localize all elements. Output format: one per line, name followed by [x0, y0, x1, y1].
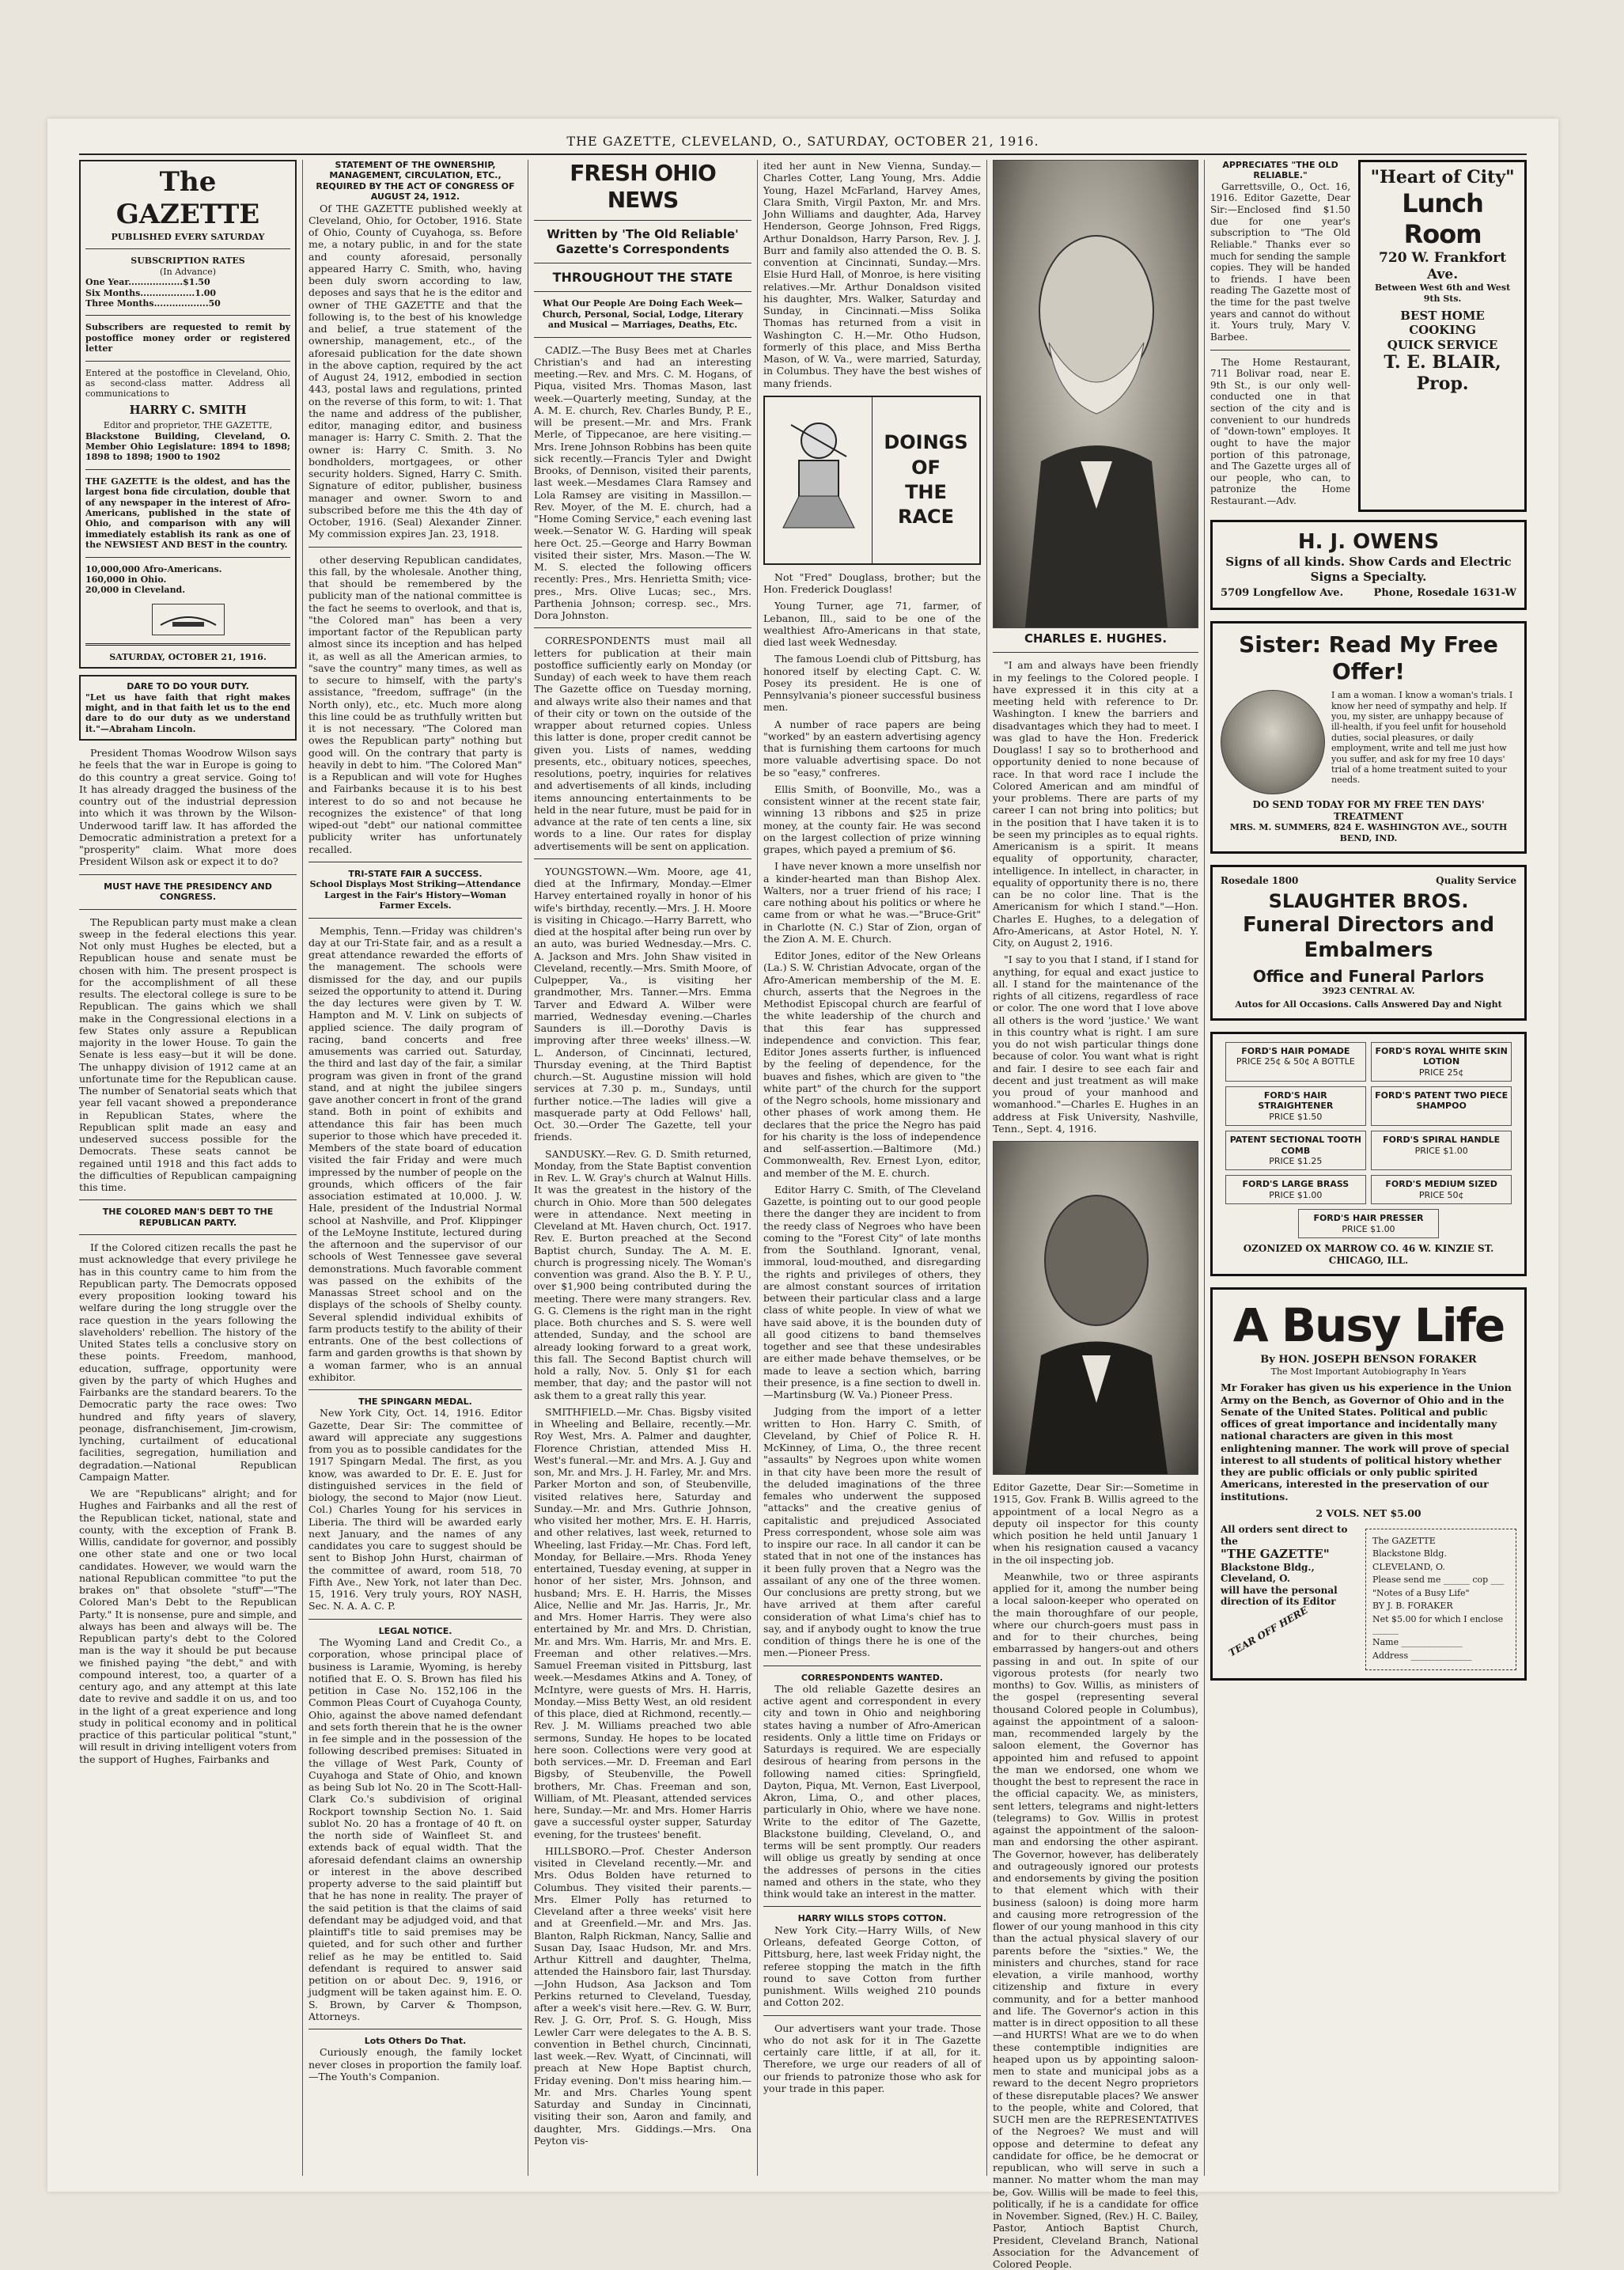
newspaper-page [47, 119, 1558, 2270]
owens-ad [1210, 520, 1527, 610]
doings-word-1: DOINGS [884, 431, 968, 454]
others-head: Lots Others Do That. [364, 2036, 467, 2047]
fords-product-price: PRICE 25¢ & 50¢ A BOTTLE [1236, 1056, 1355, 1067]
subscription-head: SUBSCRIPTION RATES [131, 256, 245, 267]
sister-address: MRS. M. SUMMERS, 824 E. WASHINGTON AVE., SOUTH BEND, IND. [1229, 822, 1508, 843]
nameplate: The GAZETTE [115, 166, 260, 231]
left-notices [1210, 160, 1350, 512]
walters-paragraph: I have never known a more unselfish nor a kinder-hearted man than Bishop Alex. Walters, nor a truer friend of his race; I care nothing about his politics or where he came from or what he was.—"Bruce-Grit" in Charlotte (N. C.) Star of Zion, organ of the Zion A. M. E. Church. [763, 860, 981, 945]
bailey-portrait [993, 1141, 1198, 1475]
busy-title: A Busy Life [1232, 1298, 1505, 1353]
stat-1: 10,000,000 Afro-Americans. [85, 563, 222, 574]
column-6 [1210, 160, 1527, 2176]
dare-quote: "Let us have faith that right makes might, and in that faith let us to the end dare to do our duty as we understand it."—Abraham Lincoln. [85, 692, 290, 734]
slaughter-name: SLAUGHTER BROS. [1268, 889, 1469, 912]
masthead: THE GAZETTE, CLEVELAND, O., SATURDAY, OCTOBER 21, 1916. [79, 130, 1527, 155]
doings-word-2: OF [911, 456, 941, 479]
woman-portrait [1221, 690, 1325, 794]
entered-notice: Entered at the postoffice in Cleveland, Ohio, as second-class matter. Address all communications to [85, 367, 290, 400]
fords-product [1225, 1131, 1366, 1170]
busy-subtitle: The Most Important Autobiography In Years [1270, 1366, 1467, 1377]
fords-product-name: FORD'S ROYAL WHITE SKIN LOTION [1375, 1045, 1508, 1067]
fords-product-name: FORD'S HAIR PRESSER [1313, 1213, 1424, 1224]
race-papers-paragraph: A number of race papers are being "worked" by an eastern advertising agency that is furnishing them cartoons for much more valuable advertising space. Do not be so "easy," confreres. [763, 718, 981, 779]
deserving-paragraph: other deserving Republican candidates, this fall, by the wholesale. Another thing, that should be remembered by the publicity man of the national committee is the fact he seems to overlook, and that is, "the Colored man" has been a very important factor of the Republican party almost since its inception and has helped it, as well as all the American armies, to "save the country" many times, as well as to secure to himself, with the party's assistance, "freedom, suffrage" (in the North only), etc., etc. Much more along this line could be as truthfully written but it is not necessary. "The Colored man owes the Republican party" nothing but good will. On the contrary that party is heavily in debt to him. "The Colored Man" is a Republican and will vote for Hughes and Fairbanks because it is to his best interest to do so and not because he recognizes the existence" of that long wiped-out "debt" our national committee publicity writer has unfortunately recalled. [309, 553, 522, 855]
advance: (In Advance) [159, 266, 217, 277]
others-body: Curiously enough, the family locket never closes in proportion the family loaf.—The Youth's Companion. [309, 2046, 522, 2082]
about-gazette: THE GAZETTE is the oldest, and has the largest bona fide circulation, double that of any newspaper in the interest of Afro-Americans, published in the state of Ohio, and comparison with any will immediately establish its rank as one of the NEWSIEST AND BEST in the country. [85, 476, 290, 551]
correspondents-wanted-head: CORRESPONDENTS WANTED. [801, 1672, 944, 1683]
ellis-smith-paragraph: Ellis Smith, of Boonville, Mo., was a consistent winner at the recent state fair, winning 13 ribbons and $25 in prize money, at the county fair. He was second on the largest collection of prize winning grapes, which payed a premium of $6. [763, 783, 981, 855]
coupon-line: The GAZETTE [1372, 1536, 1436, 1547]
slaughter-autos: Autos for All Occasions. Calls Answered Day and Night [1235, 999, 1502, 1010]
column-2 [309, 160, 522, 2176]
hoc-prop: T. E. BLAIR, Prop. [1384, 352, 1501, 394]
fair-subhead: School Displays Most Striking—Attendance Largest in the Fair's History—Woman Farmer Excels. [309, 879, 521, 911]
sister-head: Sister: Read My Free Offer! [1239, 631, 1498, 685]
hoc-quick: QUICK SERVICE [1387, 337, 1498, 352]
fords-product [1371, 1131, 1512, 1170]
coupon-line: "Notes of a Busy Life" [1372, 1587, 1470, 1598]
busy-gazette: "THE GAZETTE" [1221, 1547, 1330, 1562]
fords-product [1371, 1042, 1512, 1082]
wills-head: HARRY WILLS STOPS COTTON. [797, 1913, 947, 1924]
douglass-paragraph: Not "Fred" Douglass, brother; but the Hon. Frederick Douglass! [763, 570, 981, 595]
fords-product-price: PRICE 25¢ [1418, 1067, 1464, 1078]
cadiz-news: CADIZ.—The Busy Bees met at Charles Christian's and had an interesting meeting.—Rev. and Mrs. C. M. Hogans, of Piqua, visited Mrs. Thomas Mason, last week.—Quarterly meeting, Sunday, at the A. M. E. church, Rev. Charles Bundy, P. E., will be present.—Mr. and Mrs. Frank Merle, of Tippecanoe, are here visiting.—Mrs. Irene Johnson Robbins has been quite sick recently.—Francis Tyler and Dwight Brooks, of Dennison, visited their parents, last week.—Mesdames Clara Ramsey and Lola Ramsey are visiting in Massillon.—Rev. Moyer, of the M. E. church, had a "Home Coming Service," each evening last week.—Senator W. G. Harding will speak here Oct. 25.—George and Harry Bowman visited their sister, Mrs. Mason.—The W. M. S. elected the following officers recently: Pres., Mrs. Henrietta Smith; vice-pres., Mrs. Olive Lucas; sec., Mrs. Parthenia Johnson; corresp. sec., Mrs. Dora Johnston. [534, 343, 751, 622]
correspondents-notice: CORRESPONDENTS must mail all letters for publication at their main postoffice sufficiently early on Monday (or Sunday) of each week to have them reach The Gazette office on Tuesday morning, and always write also their names and that of their city or town on the outside of the wrapper about returned copies. Unless this latter is done, proper credit cannot be given you. Lists of names, wedding presents, etc., obituary notices, speeches, resolutions, poetry, inquiries for relatives and advertisements of all kinds, including items announcing entertainments to be held in the near future, must be paid for in advance at the rate of ten cents a line, six words to a line. Our rates for display advertisements will be sent on application. [534, 635, 751, 852]
owens-desc: Signs of all kinds. Show Cards and Electric Signs a Specialty. [1225, 555, 1512, 584]
busy-vols: 2 VOLS. NET $5.00 [1315, 1506, 1421, 1519]
fair-head: TRI-STATE FAIR A SUCCESS. [348, 868, 483, 879]
fords-product-name: FORD'S HAIR POMADE [1241, 1045, 1350, 1056]
fords-product [1371, 1086, 1512, 1126]
busy-author: By HON. JOSEPH BENSON FORAKER [1260, 1354, 1477, 1366]
coupon-line: CLEVELAND, O. [1372, 1561, 1445, 1572]
cartoon-icon [765, 397, 873, 563]
fresh-ohio-sub3: What Our People Are Doing Each Week—Church, Personal, Social, Lodge, Literary and Musical — Marriages, Deaths, Etc. [542, 298, 744, 331]
stat-2: 160,000 in Ohio. [85, 574, 167, 585]
slaughter-quality: Quality Service [1436, 875, 1516, 887]
hoc-title: "Heart of City" [1370, 167, 1515, 188]
fresh-ohio-sub2: THROUGHOUT THE STATE [552, 269, 733, 285]
tear-off: TEAR OFF HERE [1226, 1604, 1310, 1659]
appreciates-body: Garrettsville, O., Oct. 16, 1916. Editor Gazette, Dear Sir:—Enclosed find $1.50 due for one year's subscription to "The Old Reliable." Thanks ever so much for sending the sample copies. They will be handed to friends. I have been reading The Gazette most of the time for the past twelve years and cannot do without it. Yours truly, Mary V. Barbee. [1210, 180, 1351, 343]
column-3 [534, 160, 751, 2176]
youngstown-news: YOUNGSTOWN.—Wm. Moore, age 41, died at the Infirmary, Monday.—Elmer Harvey entertained royally in honor of his wife's birthday, recently.—Mrs. J. H. Moore is visiting in Chicago.—Harry Barrett, who died at the hospital after being run over by an auto, was buried Wednesday.—Mrs. C. A. Jackson and Mrs. John Shaw visited in Cleveland, recently.—Mrs. Smith Moore, of Culpepper, Va., is visiting her grandmother, Mrs. Tanner.—Mrs. Emma Tarver and Edward A. Wilber were married, Wednesday evening.—Charles Saunders is ill.—Dorothy Davis is improving after three weeks' illness.—W. L. Anderson, of Cincinnati, lectured, Thursday evening, at the Third Baptist church.—St. Augustine mission will hold services at 7.30 p. m., Sundays, until further notice.—The ladies will give a masquerade party at Odd Fellows' hall, Oct. 30.—Order The Gazette, tell your friends. [534, 865, 751, 1143]
loendi-paragraph: The famous Loendi club of Pittsburg, has honored itself by electing Capt. C. W. Posey its president. He is one of Pennsylvania's pioneer successful business men. [763, 653, 981, 714]
fair-body: Memphis, Tenn.—Friday was children's day at our Tri-State fair, and as a result a great attendance rewarded the efforts of the management. The schools were dismissed for the day, and our pupils seized the opportunity to attend it. During the day lectures were given by T. W. Hampton and M. V. Link on subjects of applied science. The daily program of racing, band concerts and free amusements was carried out. Saturday, the third and last day of the fair, a similar program was given in front of the grand stand, and at night the jubilee singers gave another concert in front of the grand stand. Both in point of exhibits and attendance this fair has been much superior to those which have preceded it. Members of the state board of education visited the fair Friday and were much impressed by the number of people on the grounds, which officers of the fair association estimated at 10,000. J. W. Hale, president of the Industrial Normal school at Nashville, and Prof. Klippinger of the LeMoyne Institute, lectured during the afternoon and the supervisor of our schools of West Tennessee gave several demonstrations. Much favorable comment was passed on the exhibits of the Manassas Street school and on the displays of the schools of Shelby county. Several splendid individual exhibits of farm products testify to the ability of their entrants. One of the best collections of farm and garden growths is that shown by a woman farmer, who is an annual exhibitor. [309, 924, 522, 1383]
busy-signature: will have the personal direction of its Editor [1221, 1584, 1338, 1608]
fords-product-name: FORD'S SPIRAL HANDLE [1383, 1135, 1501, 1146]
cleveland-seal-icon [152, 604, 225, 635]
hughes-portrait [993, 160, 1198, 628]
sister-ad [1210, 621, 1527, 854]
column-5 [993, 160, 1198, 2270]
editor-address: Blackstone Building, Cleveland, O. Member Ohio Legislature: 1894 to 1898; 1898 to 1898; 1900 to 1902 [85, 430, 290, 463]
busy-text: Mr Foraker has given us his experience in the Union Army on the Bench, as Governor of Ohio and in the Senate of the United States. Political and public offices of great importance and incidentally many national characters are given in this most enlightening manner. The work will prove of special interest to all students of political history whether they are public officials or only public spirited Americans, interested in the preservation of our institutions. [1221, 1381, 1512, 1503]
coupon-line: Address ______________ [1372, 1650, 1472, 1661]
doings-word-4: RACE [897, 505, 955, 528]
published-line: PUBLISHED EVERY SATURDAY [111, 231, 265, 242]
slaughter-phone: Rosedale 1800 [1221, 875, 1299, 887]
slaughter-address: 3923 CENTRAL AV. [1322, 985, 1415, 996]
fords-product-name: FORD'S LARGE BRASS [1242, 1179, 1350, 1190]
busy-address: Blackstone Bldg., Cleveland, O. [1221, 1561, 1315, 1585]
lima-paragraph: Judging from the import of a letter written to Hon. Harry C. Smith, of Cleveland, by Chief of Police R. H. McKinney, of Lima, O., the three recent "assaults" by Negroes upon white women in that city have been more the result of the deluded imaginations of the three females who underwent the supposed "attacks" and the creative genius of capitalistic and prejudiced Associated Press correspondent, whose sole aim was to inspire our race. In all candor it can be stated that in not one of the instances has it been fully proven that a Negro was the assailant of any one of the three women. Our conclusions are pretty strong, but we have arrived at them after careful consideration of what Lima's chief has to say, and if anybody ought to know the true condition of things there he is one of the men.—Pioneer Press. [763, 1405, 981, 1659]
legal-head: LEGAL NOTICE. [378, 1625, 452, 1636]
coupon-line: Net $5.00 for which I enclose ______ [1372, 1613, 1504, 1635]
fords-product-price: PRICE $1.00 [1414, 1145, 1468, 1156]
colored-debt-head: THE COLORED MAN'S DEBT TO THE REPUBLICAN PARTY. [102, 1207, 274, 1228]
sister-cta: DO SEND TODAY FOR MY FREE TEN DAYS' TREATMENT [1252, 799, 1485, 822]
fords-product [1298, 1209, 1439, 1238]
sister-body: I am a woman. I know a woman's trials. I know her need of sympathy and help. If you, my sister, are unhappy because of ill-health, if you feel unfit for household duties, social pleasures, or daily employment, write and tell me just how you suffer, and ask for my free 10 days' trial of a home treatment suited to your needs. [1331, 690, 1513, 786]
smithfield-news: SMITHFIELD.—Mr. Chas. Bigsby visited in Wheeling and Bellaire, recently.—Mr. Roy West, Mrs. A. Palmer and daughter, Florence Christian, attended Miss H. West's funeral.—Mr. and Mrs. A. J. Guy and son, Mr. and Mrs. J. H. Farley, Mr. and Mrs. Parker Morton and son, of Steubenville, visited relatives here, Saturday and Sunday.—Mr. and Mrs. Guthrie Johnson, who visited her mother, Mrs. E. H. Harris, and other relatives, last week, returned to Wheeling, last Friday.—Mr. Chas. Ford left, Monday, for Bellaire.—Mrs. Rhoda Yeney entertained, Tuesday evening, at supper in honor of her sister, Mrs. Johnson, and husband; Mrs. E. H. Harris, the Misses Alice, Nellie and Mr. Jas. Harris, Jr., Mr. and Mrs. Homer Harris. They were also entertained by Mr. and Mrs. D. Christian, Mr. and Mrs. Wm. Harris, Mr. and Mrs. E. Freeman and other relatives.—Mrs. Samuel Freeman visited in Pittsburg, last week.—Mesdames Atkins and A. Toney, of McIntyre, were guests of Mrs. H. Harris, Monday.—Miss Betty West, an old resident of this place, died at Richmond, recently.—Rev. J. M. Williams preached two able sermons, Sunday. He hopes to be located here soon. Collections were very good at both services.—Mr. D. Freeman and Earl Bigsby, of Steubenville, the Powell brothers, Mr. Chas. Freeman and son, William, of Mt. Pleasant, attended services here, Sunday.—Mr. and Mrs. Homer Harris gave a successful oyster supper, Saturday evening, for the trustees' benefit. [534, 1405, 751, 1840]
home-restaurant-notice: The Home Restaurant, 711 Bolivar road, near E. 9th St., is our only well-conducted one in that section of the city and is convenient to our hundreds of "down-town" employes. It ought to have the major portion of this patronage, and The Gazette urges all of our people, who can, to patronize the Home Restaurant.—Adv. [1210, 356, 1351, 507]
colored-debt-paragraph: If the Colored citizen recalls the past he must acknowledge that every privilege he has in this country came to him from the Republican party. The Democrats opposed every proposition looking toward his welfare during the long struggle over the race question in the years following the slaveholders' rebellion. The history of the United States tells a conclusive story on these points. Freedom, manhood, education, suffrage, opportunity were given by the party of which Hughes and Fairbanks are the standard bearers. To the Democratic party the race owes: Two hundred and fifty years of slavery, peonage, disfranchisement, Jim-crowism, lynching, curtailment of educational facilities, segregation, humiliation and degradation.—National Republican Campaign Matter. [79, 1241, 297, 1483]
slaughter-directors: Funeral Directors and Embalmers [1242, 913, 1495, 962]
fords-product [1225, 1042, 1366, 1082]
fresh-ohio-head: FRESH OHIO NEWS [570, 160, 716, 214]
spingarn-body: New York City, Oct. 14, 1916. Editor Gazette, Dear Sir: The committee of award will appreciate any suggestions from you as to possible candidates for the 1917 Spingarn Medal. The first, as you know, was awarded to Dr. E. E. Just for distinguished services in the field of biology, the second to Major (now Lieut. Col.) Charles Young for his services in Liberia. The third will be awarded early next January, and the names of any candidates you care to suggest should be sent to Bishop John Hurst, chairman of the committee of award, room 518, 70 Fifth Ave., New York, not later than Dec. 15, 1916. Very truly yours, ROY NASH, Sec. N. A. A. C. P. [309, 1407, 522, 1612]
must-head: MUST HAVE THE PRESIDENCY AND CONGRESS. [104, 881, 272, 903]
fords-product-price: PRICE $1.50 [1269, 1111, 1323, 1122]
fords-product-price: PRICE $1.00 [1342, 1223, 1395, 1234]
fords-product-price: PRICE $1.00 [1269, 1189, 1323, 1200]
coupon-line: Blackstone Bldg. [1372, 1548, 1447, 1559]
fords-product-name: FORD'S PATENT TWO PIECE SHAMPOO [1375, 1090, 1509, 1112]
fords-product [1371, 1175, 1512, 1204]
fords-product-price: PRICE 50¢ [1418, 1189, 1464, 1200]
correspondents-wanted-body: The old reliable Gazette desires an active agent and correspondent in every city and town in Ohio and neighboring states having a number of Afro-American residents. Only a little time on Fridays or Saturdays is required. We are especially desirous of hearing from persons in the following named cities: Springfield, Dayton, Piqua, Mt. Vernon, East Liverpool, Akron, Lima, O., and other places, particularly in Ohio, where we have none. Write to the editor of The Gazette, Blackstone building, Cleveland, O., and terms will be sent promptly. Our readers will oblige us greatly by sending at once the addresses of persons in the cities named and others in the state, who they think would take an interest in the matter. [763, 1682, 981, 1901]
doings-of-race-banner [763, 396, 981, 565]
owens-phone: Phone, Rosedale 1631-W [1373, 587, 1516, 599]
sandusky-news: SANDUSKY.—Rev. G. D. Smith returned, Monday, from the State Baptist convention in Rev. L. W. Gray's church at Walnut Hills. It was the greatest in the history of the church in Ohio. More than 500 delegates were in attendance. Next meeting in Cleveland at Mt. Haven church, Oct. 1917. Rev. E. Burton preached at the Second Baptist church, Sunday. The A. M. E. church is progressing nicely. The Woman's convention was grand. Also the B. Y. P. U., over $1,900 being contributed during the meeting. There were many strangers. Rev. G. G. Clemens is the right man in the right place. Both churches and S. S. were well attended, Sunday, and the school are already looking forward to a great work, this fall. The Second Baptist church will hold a rally, Nov. 5. Only $1 for each member, that day; and the pastor will not ask them to a great rally this year. [534, 1147, 751, 1401]
hoc-cooking: BEST HOME COOKING [1400, 309, 1485, 338]
issue-date: SATURDAY, OCTOBER 21, 1916. [109, 651, 267, 662]
hughes-quote-2: "I say to you that I stand, if I stand for anything, for equal and exact justice to all. I stand for the maintenance of the rights of all citizens, regardless of race or color. The one word that I love above all others is the word 'justice.' We want in this country what is right. I am sure you do not wish particular things done because of color. You want what is right and fair. I desire to see each fair and decent and just treatment as will make you proud of your manhood and womanhood."—Charles E. Hughes in an address at Fisk University, Nashville, Tenn., Sept. 4, 1916. [993, 953, 1198, 1135]
dare-head: DARE TO DO YOUR DUTY. [127, 681, 249, 692]
appreciates-head: APPRECIATES "THE OLD RELIABLE." [1222, 160, 1338, 181]
slaughter-ad [1210, 865, 1527, 1021]
turner-paragraph: Young Turner, age 71, farmer, of Lebanon, Ill., said to be one of the wealthiest Afro-Americans in that state, died last week Wednesday. [763, 600, 981, 648]
statement-body: Of THE GAZETTE published weekly at Cleveland, Ohio, for October, 1916. State of Ohio, County of Cuyahoga, ss. Before me, a notary public, in and for the state and county aforesaid, personally appeared Harry C. Smith, who, having been duly sworn according to law, deposes and says that he is the editor and owner of THE GAZETTE and that the following is, to the best of his knowledge and belief, a true statement of the ownership, management, etc., of the aforesaid publication for the date shown in the above caption, required by the act of August 24, 1912, embodied in section 443, postal laws and regulations, printed on the reverse of this form, to wit: 1. That the name and address of the publisher, editor, managing editor, and business manager is: Harry C. Smith. 2. That the owner is: Harry C. Smith. 3. No bondholders, mortgagees, or other security holders. Signed, Harry C. Smith. Signature of editor, publisher, business manager and owner. Sworn to and subscribed before me this the 4th day of October, 1916. (Seal) Alexander Zinner. My commission expires Jan. 23, 1918. [309, 202, 522, 540]
slaughter-office: Office and Funeral Parlors [1252, 966, 1485, 986]
dare-box [79, 675, 297, 741]
order-coupon[interactable] [1365, 1529, 1516, 1670]
owens-address: 5709 Longfellow Ave. [1221, 587, 1344, 599]
coupon-line: Please send me ______ cop ___ [1372, 1575, 1505, 1586]
fords-ad [1210, 1032, 1527, 1277]
column-1 [79, 160, 297, 2176]
coupon-line: Name ______________ [1372, 1637, 1463, 1648]
fords-product-name: FORD'S HAIR STRAIGHTENER [1258, 1090, 1334, 1112]
hoc-address: 720 W. Frankfort Ave. [1379, 249, 1507, 282]
hillsboro-continued: ited her aunt in New Vienna, Sunday.—Charles Cotter, Lang Young, Mrs. Addie Young, Hazel McFarland, Harvey Ames, Clara Smith, Virgil Paxton, Mr. and Mrs. John Williams and daughter, Ada, Harvey Henderson, George Johnson, Fred Riggs, Arthur Donaldson, Harry Parson, Rev. J. J. Burr and family also attended the O. B. S. convention at Cincinnati, Sunday.—Mrs. Elsie Hurd Hall, of Monroe, is here visiting relatives.—Mr. Arthur Donaldson visited his daughter, Mrs. Walker, Saturday and Sunday, in Cincinnati.—Miss Solika Thomas has returned from a visit in Washington C. H.—Mr. Otho Hudson, formerly of this place, and Miss Bertha Mason, of W. Va., were married, Saturday, in Columbus. They have the best wishes of many friends. [763, 160, 981, 389]
hughes-quote-1: "I am and always have been friendly in my feelings to the Colored people. I have expressed it in this city at a meeting held with reference to Dr. Washington. I knew the barriers and disadvantages which they had to meet. I was glad to have the Hon. Frederick Douglass! I say so to brotherhood and opportunity denied to none because of race. In that word race I include the Colored American and am mindful of your problems. There are parts of my career I can not bring into politics; but in the position that I have taken it is to be seen my principles as to equal rights. Americanism is a spirit. It means equality of opportunity, character, intelligence. In intellect, in character, in equality of opportunity there is no, there can be no color line. That is the Americanism for which I stand."—Hon. Charles E. Hughes, to a delegation of Afro-Americans, at Astor Hotel, N. Y. City, on August 2, 1916. [993, 659, 1198, 949]
doings-word-3: THE [905, 480, 947, 503]
republicans-paragraph: We are "Republicans" alright; and for Hughes and Fairbanks and all the rest of the Republican ticket, national, state and county, with the exception of Frank B. Willis, candidate for governor, and possibly one other state and one or two local candidates. However, we would warn the national Republican committee "to put the brakes on" that obsolete "stuff"—"The Colored Man's Debt to the Republican Party." It is nonsense, pure and simple, and always has been and always will be. The Republican party's debt to the Colored man is the way it should be put because we finished paying "the debt," and with compound interest, too, a quarter of a century ago, and any attempt at this late date to revive and saddle it on us, and too in the light of a great experience and long study in political economy and in political practice of this particular political "stunt," will result in driving intelligent voters from the support of Hughes, Fairbanks and [79, 1487, 297, 1765]
hoc-name: Lunch Room [1402, 188, 1483, 249]
editor-name: HARRY C. SMITH [129, 402, 247, 417]
statement-head: STATEMENT OF THE OWNERSHIP, MANAGEMENT, CIRCULATION, ETC., REQUIRED BY THE ACT OF CONGRESS OF AUGUST 24, 1912. [316, 160, 515, 203]
hillsboro-news: HILLSBORO.—Prof. Chester Anderson visited in Cleveland recently.—Mr. and Mrs. Odus Bolden have returned to Columbus. They visited their parents.—Mrs. Elmer Polly has returned to Cleveland after a three weeks' visit here and at Greenfield.—Mr. and Mrs. Jas. Blanton, Ralph Rickman, Nancy, Sallie and Susan Day, Isaac Hudson, Mr. and Mrs. Arthur Kittrell and daughter, Thelma, attended the Hainsboro fair, last Thursday.—John Hudson, Asa Jackson and Tom Perkins returned to Cleveland, Tuesday, after a week's visit here.—Rev. G. W. Burr, Rev. J. G. Orr, Prof. S. G. Hough, Miss Lewler Carr were delegates to the A. B. S. convention in Bethel church, Cincinnati, last week.—Rev. Wyatt, of Cincinnati, will preach at New Hope Baptist church, Friday evening. Don't miss hearing him.—Mr. and Mrs. Charles Young spent Saturday and Sunday in Cincinnati, visiting their son, Aaron and family, and daughter, Mrs. Giddings.—Mrs. Ona Peyton vis- [534, 1844, 751, 2147]
nameplate-box [79, 160, 297, 669]
fords-product [1225, 1175, 1366, 1204]
owens-name: H. J. OWENS [1297, 529, 1440, 554]
republican-paragraph: The Republican party must make a clean sweep in the federal elections this year. Not only must Hughes be elected, but a Republican house and senate must be chosen with him. The present prospect is for the accomplishment of all these results. The electoral college is sure to be Republican. The gains which we shall make in the Congressional elections in a few States only assure a Republican majority in the lower House. To gain the Senate is less easy—but it will be done. The unhappy division of 1912 came at an unfortunate time for the Republican cause. The number of Senatorial seats which that year fell vacant showed a preponderance in Republican States, where the Republican split made an easy and undeserved success possible for the Democrats. These seats cannot be regained until 1918 and this fact adds to the difficulties of Republican campaigning this time. [79, 915, 297, 1194]
advertisers-paragraph: Our advertisers want your trade. Those who do not ask for it in The Gazette certainly care little, if at all, for it. Therefore, we urge our readers of all of our friends to patronize those who ask for your trade in this paper. [763, 2022, 981, 2094]
hoc-between: Between West 6th and West 9th Sts. [1374, 282, 1511, 304]
remit-notice: Subscribers are requested to remit by postoffice money order or registered letter [85, 322, 290, 354]
stat-3: 20,000 in Cleveland. [85, 585, 186, 596]
editor-jones-paragraph: Editor Jones, editor of the New Orleans (La.) S. W. Christian Advocate, organ of the Afro-American membership of the M. E. church, asserts that the Negroes in the Methodist Episcopal church are fearful of the white leadership of the church and that this fear has suppressed independence and conviction. This fear, Editor Jones asserts further, is influenced by the feeling of dependence, for the buaves and fishes, which are given to "the white part" of the church for the support of the Negro schools, home missionary and other phases of work among them. He declares that the price the Negro has paid for his charity is the loss of independence and self-assertion.—Baltimore (Md.) Commonwealth, Rev. Ernest Lyon, editor, and member of the M. E. church. [763, 949, 981, 1179]
hughes-caption: CHARLES E. HUGHES. [1024, 631, 1168, 646]
willis-letter-body: Meanwhile, two or three aspirants applied for it, among the number being a local saloon-keeper who operated on the main thoroughfare of our people, where our church-goers must pass in and for to their churches, being embarrassed by hangers-out and others passing in and out. In spite of our vigorous protests (for nearly two months) to Gov. Willis, as ministers of the gospel (representing several thousand Colored people in Columbus), against the appointment of a saloon-man, recommended largely by the saloon element, the Governor has appointed him and refused to appoint the man we endorsed, one whom we thought the best to represent the race in the official capacity. We, as ministers, sent letters, telegrams and night-letters (telegrams) to Gov. Willis in protest against the appointment of the saloon-man and endorsing the other aspirant. The Governor, however, has deliberately and outrageously ignored our protests and endorsements by giving the position to that element which with their business (saloon) is doing more harm and causing more retrogression of the flower of our young manhood in this city than the actual physical slavery of our parents before the "sixties." We, the ministers and churches, stand for race elevation, a virile manhood, worthy citizenship and fixture in every community, and for a better manhood and life. The Governor's action in this matter is in direct opposition to all these—and HURTS! What are we to do when these contemptible indignities are heaped upon us by appointing saloon-men to state and municipal jobs as a reward to the decent Negro proprietors of these disreputable places? We answer to the people, white and Colored, that SUCH men are the REPRESENTATIVES of the Negroes? We must and will oppose and determine to defeat any candidate for office, be he democrat or republican, who will serve in such a manner. No matter whom the man may be, Gov. Willis will be made to feel this, politically, if he is a candidate for office in November. Signed, (Rev.) H. C. Bailey, Pastor, Antioch Baptist Church, President, Cleveland Branch, National Association for the Advancement of Colored People. [993, 1570, 1198, 2270]
heart-of-city-ad [1358, 160, 1527, 512]
fords-footer: OZONIZED OX MARROW CO. 46 W. KINZIE ST. CHICAGO, ILL. [1243, 1243, 1494, 1266]
legal-body: The Wyoming Land and Credit Co., a corporation, whose principal place of business is Laramie, Wyoming, is hereby notified that E. O. S. Brown has filed his petition in Case No. 152,106 in the Common Pleas Court of Cuyahoga County, Ohio, against the above named defendant and sets forth therein that he is the owner in fee simple and in the possession of the following described premises: Situated in the village of West Park, County of Cuyahoga and State of Ohio, and known as being Sub lot No. 20 in The Scott-Hall-Clark Co.'s subdivision of original Rockport township Section No. 1. Said sublot No. 20 has a frontage of 40 ft. on the north side of Wainfleet St. and extends back of equal width. That the aforesaid defendant claims an ownership or interest in the above described property adverse to the said plaintiff but that he has none in reality. The prayer of the said petition is that the claims of said defendant may be adjudged void, and that plaintiff's title to said premises may be quieted, and for such other and further relief as he may be entitled to. Said defendant is required to answer said petition on or about Dec. 9, 1916, or judgment will be taken against him. E. O. S. Brown, by Carver & Thompson, Attorneys. [309, 1636, 522, 2022]
coupon-line: BY J. B. FORAKER [1372, 1601, 1453, 1612]
editor-title: Editor and proprietor, THE GAZETTE, [103, 420, 273, 431]
willis-letter: Editor Gazette, Dear Sir:—Sometime in 1915, Gov. Frank B. Willis agreed to the appointment of a local Negro as a deputy oil inspector for this county which position he held until January 1 when his resignation caused a vacancy in the oil inspecting job. [993, 1481, 1198, 1566]
rate-3: Three Months..................50 [85, 297, 221, 309]
busy-orders: All orders sent direct to the [1221, 1524, 1348, 1547]
fords-product-price: PRICE $1.25 [1269, 1156, 1323, 1167]
fords-product [1225, 1086, 1366, 1126]
wills-body: New York City.—Harry Wills, of New Orleans, defeated George Cotton, of Pittsburg, here, last week Friday night, the referee stopping the match in the fifth round to save Cotton from further punishment. Wills weighed 210 pounds and Cotton 202. [763, 1923, 981, 2009]
wilson-paragraph: President Thomas Woodrow Wilson says he feels that the war in Europe is going to do this country a great service. Going to! It has already dragged the business of the country out of the industrial depression into which it was thrown by the Wilson-Underwood tariff law. It has afforded the Democratic administration a pretext for a "prosperity" claim. What more does President Wilson ask or expect it to do? [79, 747, 297, 868]
busy-life-ad [1210, 1287, 1527, 1681]
rate-2: Six Months..................1.00 [85, 287, 217, 298]
fords-product-name: PATENT SECTIONAL TOOTH COMB [1229, 1135, 1361, 1156]
fords-product-name: FORD'S MEDIUM SIZED [1385, 1179, 1497, 1190]
spingarn-head: THE SPINGARN MEDAL. [358, 1396, 472, 1407]
fresh-ohio-sub1: Written by 'The Old Reliable' Gazette's Correspondents [547, 227, 739, 256]
editor-smith-paragraph: Editor Harry C. Smith, of The Cleveland Gazette, is pointing out to our good people there the danger they are incident to from the reedy class of Negroes who have been coming to the "Forest City" of late months from the Southland. Ignorant, venal, immoral, loud-mouthed, and disregarding the rights and privileges of others, they are almost constant sources of irritation between their particular class and a large class of white people. In view of what we have said above, it is the bounden duty of all good citizens to band themselves together and see that these undesirables are either made behave themselves, or be made to leave a section which, barring their presence, is a fine section to dwell in.—Martinsburg (W. Va.) Pioneer Press. [763, 1183, 981, 1400]
rate-1: One Year..................$1.50 [85, 277, 210, 288]
column-4 [763, 160, 981, 2176]
